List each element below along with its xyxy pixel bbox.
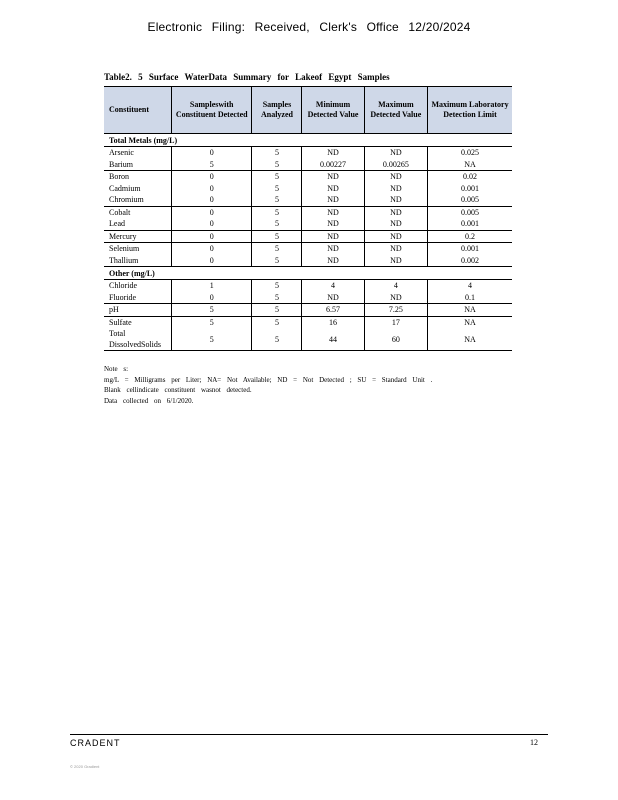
table-cell: 0 [171, 194, 252, 206]
table-cell: ND [364, 243, 427, 255]
table-cell: 0.1 [428, 292, 512, 304]
table-cell: 0.002 [428, 255, 512, 267]
table-cell: ND [302, 206, 364, 218]
table-cell: 5 [252, 147, 302, 159]
table-cell: NA [428, 159, 512, 171]
table-row [104, 243, 512, 255]
table-cell: ND [364, 171, 427, 183]
table-cell: 0.005 [428, 194, 512, 206]
constituent-name: Lead [104, 218, 171, 230]
table-cell: 16 [302, 316, 364, 328]
table-cell: NA [428, 316, 512, 328]
column-header: Minimum Detected Value [302, 87, 364, 134]
constituent-name: Boron [104, 171, 171, 183]
table-cell: 6.57 [302, 304, 364, 317]
table-cell: 0 [171, 183, 252, 195]
table-cell: ND [364, 218, 427, 230]
footer-divider [70, 734, 548, 735]
table-cell: ND [302, 194, 364, 206]
table-cell: 5 [252, 218, 302, 230]
constituent-name: pH [104, 304, 171, 317]
table-cell: 5 [252, 159, 302, 171]
table-row [104, 328, 512, 351]
table-row [104, 147, 512, 159]
column-header: Sampleswith Constituent Detected [171, 87, 252, 134]
table-cell: 5 [252, 292, 302, 304]
table-notes [104, 364, 432, 406]
table-cell: 5 [252, 171, 302, 183]
table-row [104, 194, 512, 206]
table-cell: 0.025 [428, 147, 512, 159]
constituent-name: Arsenic [104, 147, 171, 159]
table-cell: 5 [252, 255, 302, 267]
table-cell: ND [302, 292, 364, 304]
table-cell: 5 [171, 304, 252, 317]
constituent-name: Cobalt [104, 206, 171, 218]
table-cell: 44 [302, 328, 364, 351]
table-cell: ND [364, 255, 427, 267]
table-cell: NA [428, 304, 512, 317]
table-cell: 0 [171, 218, 252, 230]
table-cell: 0.2 [428, 230, 512, 243]
table-cell: 5 [171, 328, 252, 351]
table-cell: ND [364, 230, 427, 243]
table-cell: ND [302, 171, 364, 183]
filing-stamp-header: Electronic Filing: Received, Clerk's Office 12/20/2024 [147, 20, 471, 34]
table-cell: 5 [252, 194, 302, 206]
notes-title: Note s: [104, 365, 129, 373]
table-cell: ND [364, 206, 427, 218]
table-row [104, 280, 512, 292]
section-row [104, 267, 512, 280]
section-row [104, 134, 512, 147]
table-caption: Table2. 5 Surface WaterData Summary for Lakeof Egypt Samples [104, 72, 390, 82]
table-cell: 5 [252, 328, 302, 351]
table-cell: 0 [171, 292, 252, 304]
table-row [104, 304, 512, 317]
table-header-row [104, 87, 512, 134]
company-logo: CRADENT [70, 738, 121, 748]
table-cell: 5 [252, 183, 302, 195]
table-cell: 0.001 [428, 243, 512, 255]
table-cell: 0 [171, 230, 252, 243]
constituent-name: Barium [104, 159, 171, 171]
table-cell: 4 [302, 280, 364, 292]
table-cell: 0.00265 [364, 159, 427, 171]
table-cell: 5 [252, 230, 302, 243]
table-cell: 5 [252, 316, 302, 328]
table-row [104, 183, 512, 195]
table-cell: 5 [252, 243, 302, 255]
table-row [104, 316, 512, 328]
table-cell: 0 [171, 171, 252, 183]
table-cell: 5 [252, 304, 302, 317]
table-cell: 60 [364, 328, 427, 351]
table-cell: 0.005 [428, 206, 512, 218]
table-cell: 7.25 [364, 304, 427, 317]
constituent-name: Thallium [104, 255, 171, 267]
section-title: Total Metals (mg/L) [104, 134, 512, 147]
table-cell: 0 [171, 147, 252, 159]
table-row [104, 159, 512, 171]
table-row [104, 218, 512, 230]
table-cell: NA [428, 328, 512, 351]
notes-line-date: Data collected on 6/1/2020. [104, 396, 194, 405]
table-cell: ND [364, 183, 427, 195]
table-cell: 0 [171, 206, 252, 218]
document-id: © 2020 Gradient [70, 764, 100, 769]
table-cell: 0.001 [428, 183, 512, 195]
table-cell: 1 [171, 280, 252, 292]
table-cell: 5 [252, 280, 302, 292]
table-cell: 0.001 [428, 218, 512, 230]
table-cell: 0 [171, 255, 252, 267]
table-row [104, 171, 512, 183]
table-cell: ND [302, 147, 364, 159]
column-header: Constituent [104, 87, 171, 134]
table-body [104, 134, 512, 351]
constituent-name: Chromium [104, 194, 171, 206]
constituent-name: Cadmium [104, 183, 171, 195]
table-cell: 4 [428, 280, 512, 292]
table-cell: 0 [171, 243, 252, 255]
table-cell: ND [302, 255, 364, 267]
table-cell: ND [302, 183, 364, 195]
notes-line-units: mg/L = Milligrams per Liter; NA= Not Available; ND = Not Detected ; SU = Standard Unit . [104, 375, 433, 384]
surface-water-summary-table [104, 86, 512, 351]
table-cell: ND [302, 243, 364, 255]
table-cell: 4 [364, 280, 427, 292]
table-cell: ND [364, 292, 427, 304]
table-cell: ND [364, 194, 427, 206]
table-row [104, 206, 512, 218]
table-cell: 5 [252, 206, 302, 218]
table-cell: 0.00227 [302, 159, 364, 171]
table-cell: ND [302, 218, 364, 230]
table-cell: 17 [364, 316, 427, 328]
constituent-name: Total DissolvedSolids [104, 328, 171, 351]
table-cell: 5 [171, 316, 252, 328]
table-row [104, 255, 512, 267]
section-title: Other (mg/L) [104, 267, 512, 280]
constituent-name: Mercury [104, 230, 171, 243]
column-header: Maximum Laboratory Detection Limit [428, 87, 512, 134]
notes-line-blank: Blank cellindicate constituent wasnot detected. [104, 386, 252, 394]
page-number: 12 [530, 738, 538, 747]
table-cell: 5 [171, 159, 252, 171]
table-cell: ND [302, 230, 364, 243]
constituent-name: Selenium [104, 243, 171, 255]
column-header: Maximum Detected Value [364, 87, 427, 134]
column-header: Samples Analyzed [252, 87, 302, 134]
table-cell: 0.02 [428, 171, 512, 183]
table-row [104, 230, 512, 243]
constituent-name: Fluoride [104, 292, 171, 304]
constituent-name: Chloride [104, 280, 171, 292]
constituent-name: Sulfate [104, 316, 171, 328]
table-cell: ND [364, 147, 427, 159]
table-row [104, 292, 512, 304]
